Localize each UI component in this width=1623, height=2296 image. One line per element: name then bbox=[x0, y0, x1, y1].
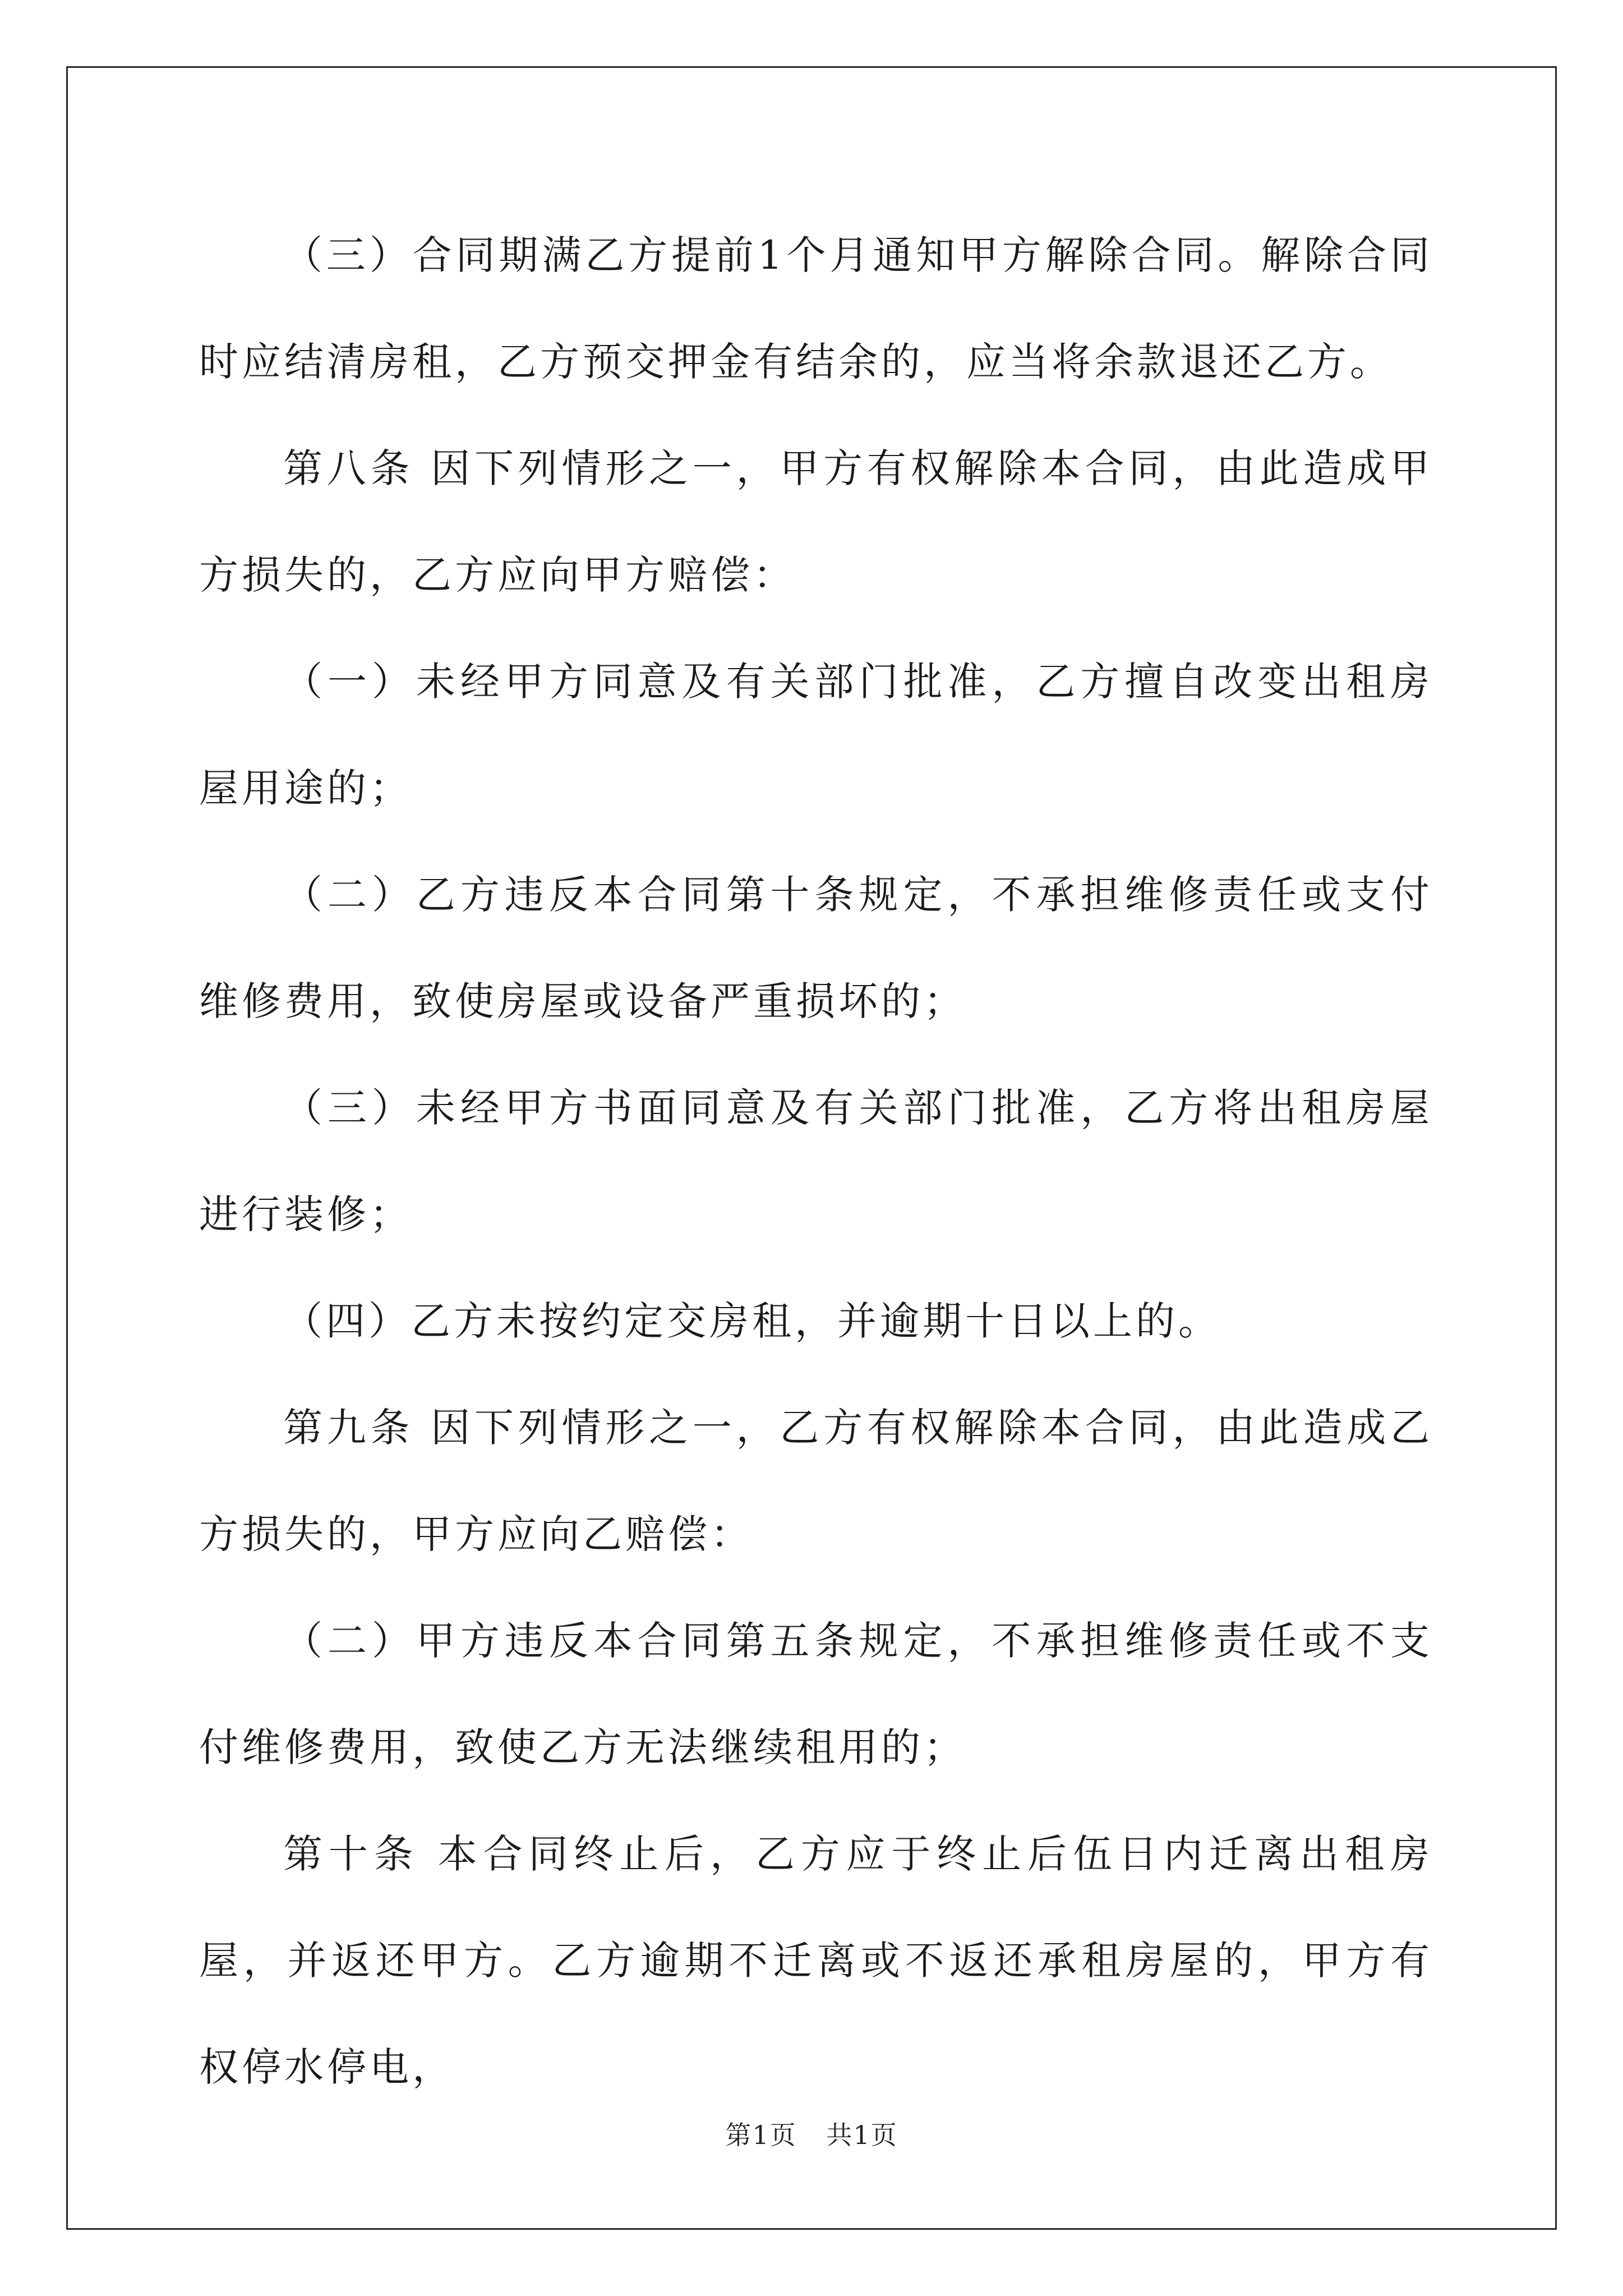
paragraph-article-8-3: （三）未经甲方书面同意及有关部门批准，乙方将出租房屋进行装修； bbox=[199, 1085, 1433, 1237]
paragraph-article-9-2: （二）甲方违反本合同第五条规定，不承担维修责任或不支付维修费用，致使乙方无法继续租用的； bbox=[199, 1618, 1433, 1770]
paragraph-article-8: 第八条 因下列情形之一，甲方有权解除本合同，由此造成甲方损失的，乙方应向甲方赔偿： bbox=[199, 445, 1433, 598]
document-body bbox=[199, 202, 1433, 2120]
paragraph-article-8-2: （二）乙方违反本合同第十条规定，不承担维修责任或支付维修费用，致使房屋或设备严重损坏的； bbox=[199, 872, 1433, 1024]
paragraph-article-10: 第十条 本合同终止后，乙方应于终止后伍日内迁离出租房屋，并返还甲方。乙方逾期不迁离或不返还承租房屋的，甲方有权停水停电， bbox=[199, 1831, 1433, 2090]
page-number: 第1页 bbox=[725, 2120, 797, 2150]
paragraph-article-8-1: （一）未经甲方同意及有关部门批准，乙方擅自改变出租房屋用途的； bbox=[199, 659, 1433, 811]
page-footer bbox=[0, 2115, 1623, 2152]
paragraph-clause-7-3: （三）合同期满乙方提前1个月通知甲方解除合同。解除合同时应结清房租，乙方预交押金有结余的，应当将余款退还乙方。 bbox=[199, 232, 1433, 385]
paragraph-article-8-4: （四）乙方未按约定交房租，并逾期十日以上的。 bbox=[283, 1298, 1221, 1344]
page-total: 共1页 bbox=[826, 2120, 898, 2150]
paragraph-article-9: 第九条 因下列情形之一，乙方有权解除本合同，由此造成乙方损失的，甲方应向乙赔偿： bbox=[199, 1405, 1433, 1557]
